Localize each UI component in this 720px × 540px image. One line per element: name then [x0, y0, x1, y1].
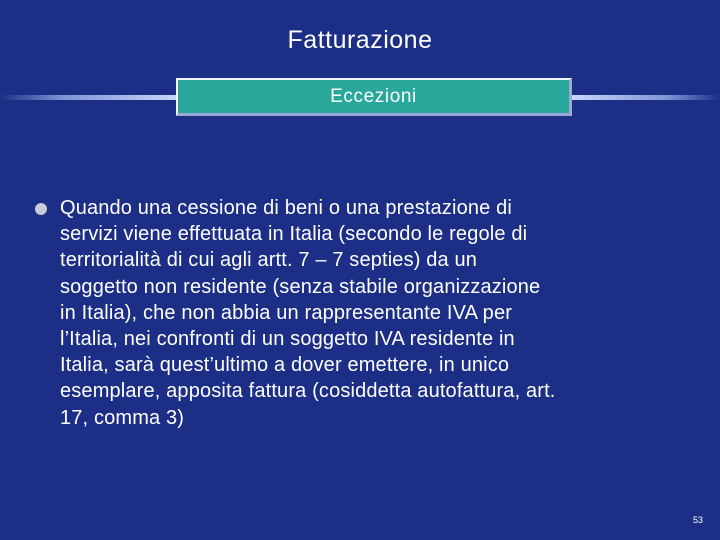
subtitle-box [176, 78, 572, 116]
body-paragraph: Quando una cessione di beni o una prestazione di servizi viene effettuata in Italia (secondo le regole di territorialità di cui agli artt. 7 – 7 septies) da un soggetto non residente (senza stabile organizzazione in Italia), che non abbia un rappresentante IVA per l’Italia, nei confronti di un soggetto IVA residente in Italia, sarà quest’ultimo a dover emettere, in unico esemplare, apposita fattura (cosiddetta autofattura, art. 17, comma 3) [60, 197, 556, 429]
title-rule-left [0, 95, 178, 100]
title-rule-right [572, 95, 720, 100]
page-number: 53 [692, 515, 703, 525]
bullet-icon [35, 203, 47, 215]
subtitle-label: Eccezioni [330, 86, 417, 107]
slide-title: Fatturazione [287, 26, 433, 54]
